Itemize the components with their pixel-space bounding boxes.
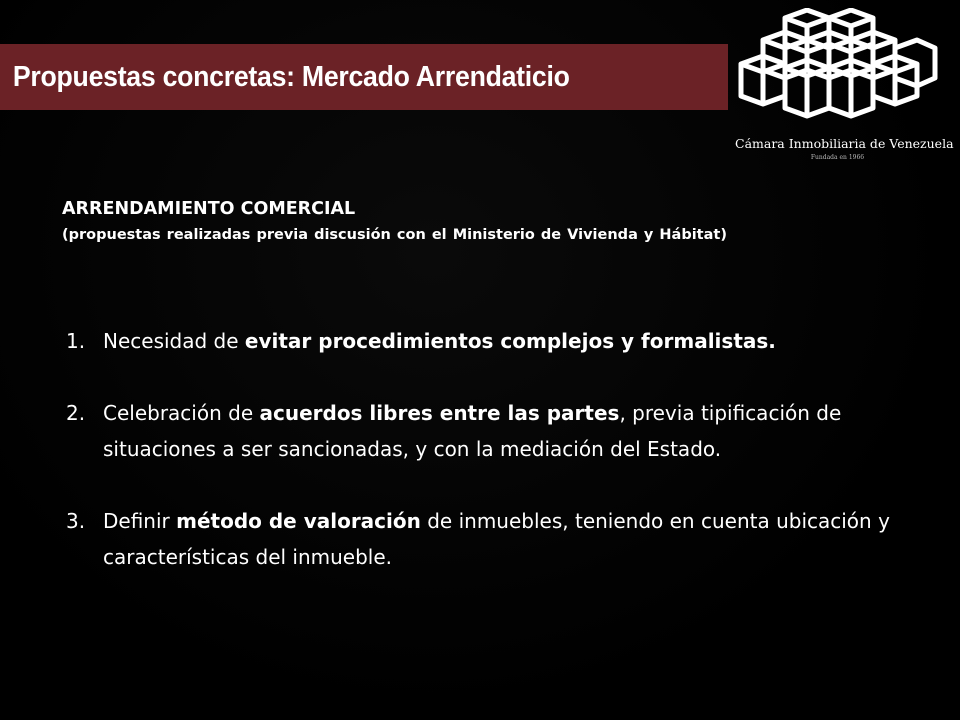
title-bar xyxy=(0,44,728,110)
list-item-text: Necesidad de xyxy=(103,329,245,353)
list-item-bold-text: acuerdos libres entre las partes xyxy=(259,401,620,425)
section-subheading: (propuestas realizadas previa discusión con el Ministerio de Vivienda y Hábitat) xyxy=(62,227,727,243)
section-header xyxy=(62,196,727,248)
stacked-cubes-logo-icon xyxy=(735,8,940,133)
list-item-number: 3. xyxy=(66,509,86,533)
list-item xyxy=(66,395,916,467)
list-item-text: Definir xyxy=(103,509,177,533)
logo-subtitle: Fundada en 1966 xyxy=(810,154,865,161)
list-item-text: de inmuebles, teniendo en cuenta ubicación y características del inmueble. xyxy=(103,509,890,569)
list-item-bold-text: método de valoración xyxy=(176,509,421,533)
section-heading: ARRENDAMIENTO COMERCIAL xyxy=(62,199,356,219)
logo xyxy=(735,8,954,178)
list-item-text: Celebración de xyxy=(103,401,260,425)
logo-name: Cámara Inmobiliaria de Venezuela xyxy=(735,136,954,151)
list-item-number: 2. xyxy=(66,401,86,425)
list-item xyxy=(66,323,916,359)
proposal-list xyxy=(66,323,916,611)
list-item-text: , previa tipificación de situaciones a ser sancionadas, y con la mediación del Estado. xyxy=(103,401,842,461)
list-item-number: 1. xyxy=(66,329,86,353)
list-item-bold-text: evitar procedimientos complejos y formalistas. xyxy=(244,329,776,353)
list-item xyxy=(66,503,916,575)
slide-title: Propuestas concretas: Mercado Arrendaticio xyxy=(12,60,570,93)
